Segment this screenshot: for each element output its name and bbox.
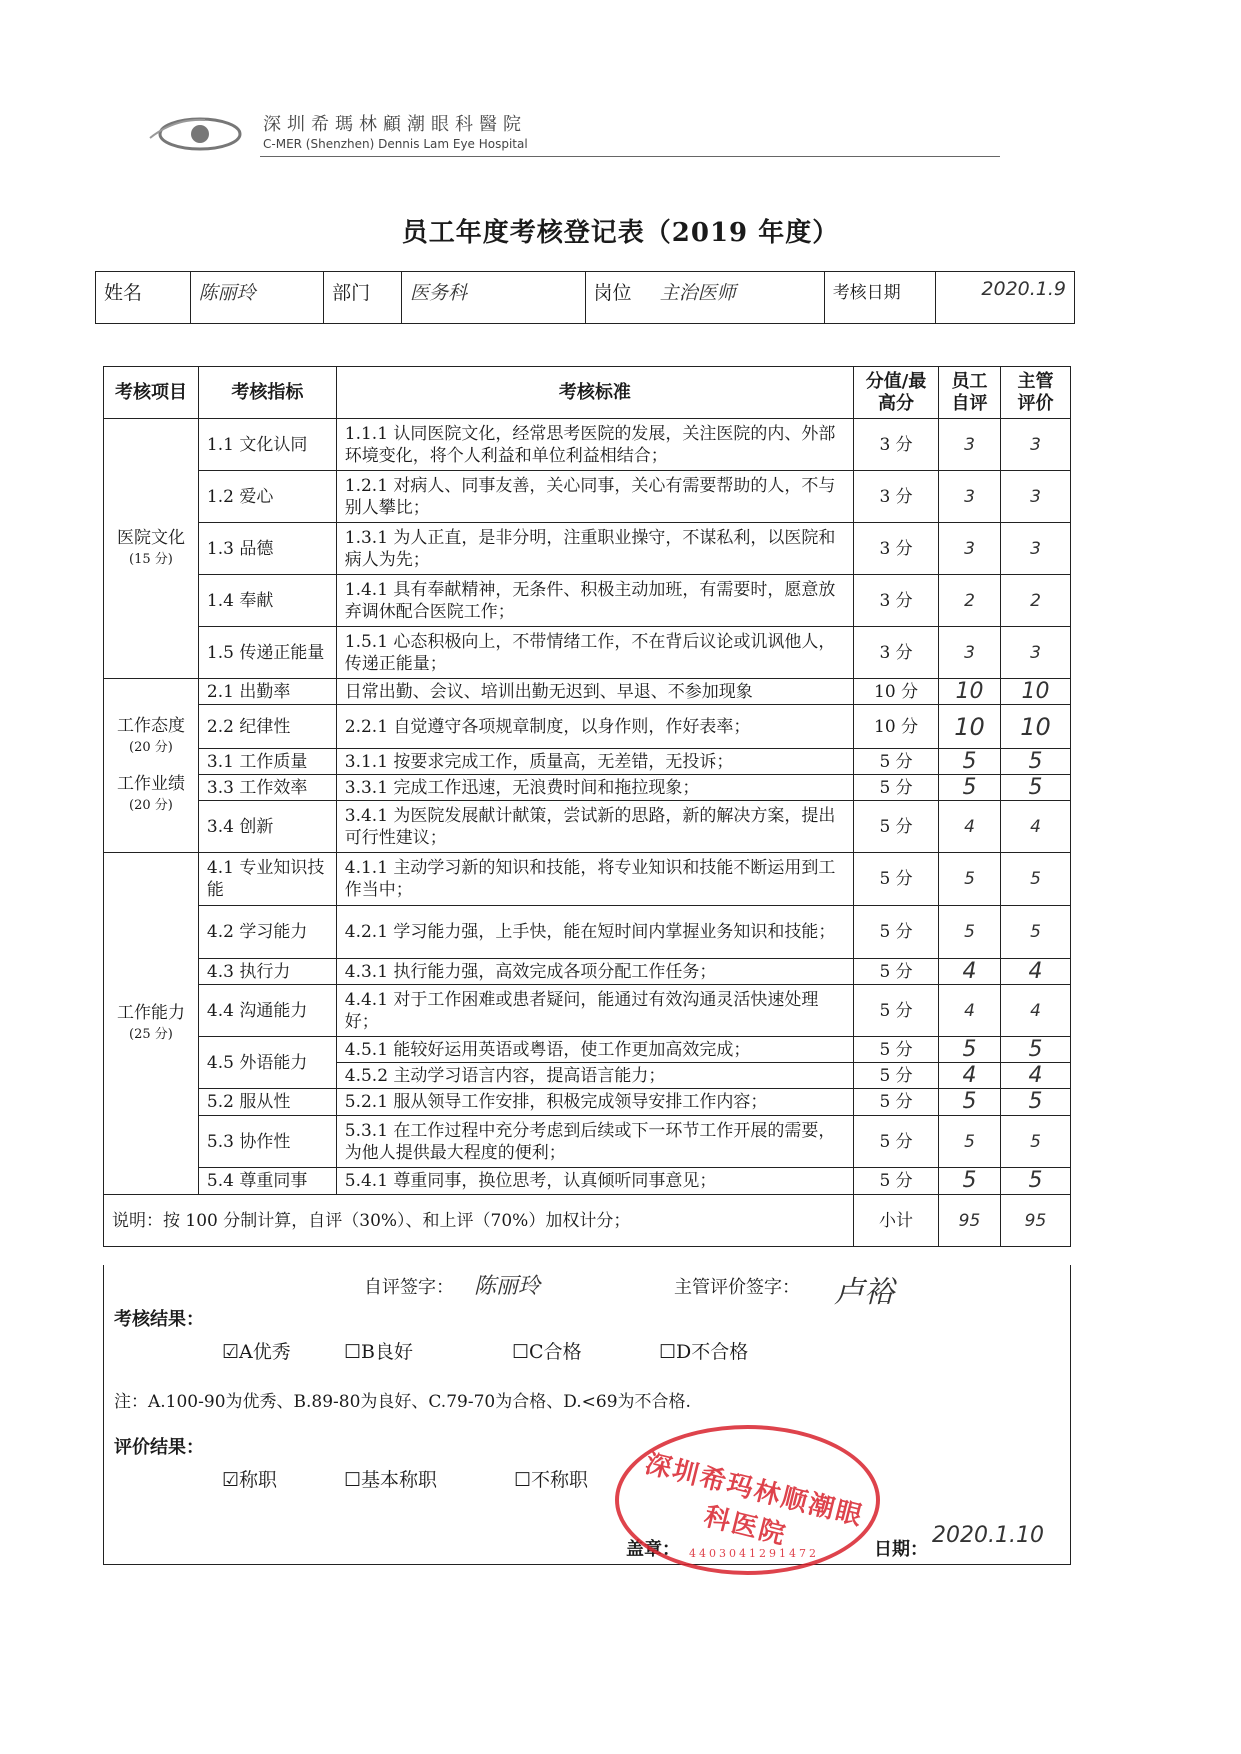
- category-points: (15 分): [129, 551, 173, 567]
- option-d[interactable]: ☐D不合格: [659, 1341, 749, 1363]
- score-cell: 5 分: [854, 1168, 939, 1195]
- option-b[interactable]: ☐B良好: [344, 1341, 414, 1363]
- self-score: 4: [939, 801, 1001, 853]
- self-score: 10: [939, 705, 1001, 749]
- name-label: 姓名: [96, 272, 191, 324]
- self-score: 4: [939, 1063, 1001, 1089]
- checked-box-icon: ☑: [222, 1341, 240, 1363]
- mgr-score: 5: [1000, 906, 1070, 959]
- mgr-score: 5: [1000, 749, 1070, 775]
- self-score: 4: [939, 985, 1001, 1037]
- score-cell: 5 分: [854, 749, 939, 775]
- mgr-score: 5: [1000, 1037, 1070, 1063]
- col-score: 分值/最高分: [854, 367, 939, 419]
- dept-label: 部门: [324, 272, 402, 324]
- table-row: [104, 749, 1071, 775]
- table-row: [104, 679, 1071, 705]
- eval-option-incompetent[interactable]: ☐不称职: [514, 1469, 589, 1491]
- indicator-cell: 1.2 爱心: [198, 471, 336, 523]
- col-item: 考核项目: [104, 367, 199, 419]
- mgr-sign-label: 主管评价签字：: [674, 1277, 800, 1298]
- mgr-score: 4: [1000, 1063, 1070, 1089]
- checkbox-icon: ☐: [659, 1341, 677, 1363]
- standard-cell: 2.2.1 自觉遵守各项规章制度，以身作则，作好表率；: [336, 705, 853, 749]
- mgr-score: 3: [1000, 419, 1070, 471]
- table-row: [104, 985, 1071, 1037]
- hospital-name-en: C-MER (Shenzhen) Dennis Lam Eye Hospital: [263, 137, 528, 151]
- post-value: 主治医师: [652, 272, 824, 324]
- eye-logo-icon: [145, 108, 255, 158]
- score-cell: 3 分: [854, 627, 939, 679]
- indicator-cell: 4.3 执行力: [198, 959, 336, 985]
- eval-option-basic[interactable]: ☐基本称职: [344, 1469, 438, 1491]
- score-cell: 5 分: [854, 985, 939, 1037]
- date-label: 考核日期: [824, 272, 935, 324]
- category-culture: [104, 419, 199, 679]
- table-row: [104, 853, 1071, 906]
- hospital-header: [145, 108, 1005, 158]
- mgr-score: 5: [1000, 1168, 1070, 1195]
- table-row: [104, 1116, 1071, 1168]
- table-row: [104, 471, 1071, 523]
- self-score: 5: [939, 1089, 1001, 1116]
- self-signature: 陈丽玲: [474, 1274, 541, 1299]
- indicator-cell: 4.2 学习能力: [198, 906, 336, 959]
- standard-cell: 4.1.1 主动学习新的知识和技能，将专业知识和技能不断运用到工作当中；: [336, 853, 853, 906]
- indicator-cell: 4.5 外语能力: [198, 1037, 336, 1089]
- checkbox-icon: ☐: [514, 1469, 532, 1491]
- self-score: 3: [939, 419, 1001, 471]
- checked-box-icon: ☑: [222, 1469, 240, 1491]
- checkbox-icon: ☐: [344, 1469, 362, 1491]
- evaluation-label: 评价结果：: [114, 1437, 204, 1458]
- indicator-cell: 1.1 文化认同: [198, 419, 336, 471]
- indicator-cell: 1.3 品德: [198, 523, 336, 575]
- score-cell: 5 分: [854, 801, 939, 853]
- score-cell: 3 分: [854, 471, 939, 523]
- seal-text: 深圳希玛林顺潮眼科医院: [642, 1448, 867, 1552]
- date-footer-value: 2020.1.10: [932, 1523, 1044, 1548]
- seal-label: 盖章：: [626, 1539, 680, 1560]
- category-ability: [104, 853, 199, 1195]
- standard-cell: 4.3.1 执行能力强，高效完成各项分配工作任务；: [336, 959, 853, 985]
- indicator-cell: 5.4 尊重同事: [198, 1168, 336, 1195]
- self-score: 3: [939, 523, 1001, 575]
- mgr-score: 5: [1000, 1089, 1070, 1116]
- indicator-cell: 5.2 服从性: [198, 1089, 336, 1116]
- standard-cell: 5.4.1 尊重同事，换位思考，认真倾听同事意见；: [336, 1168, 853, 1195]
- checkbox-icon: ☐: [344, 1341, 362, 1363]
- score-cell: 5 分: [854, 1116, 939, 1168]
- score-cell: 5 分: [854, 853, 939, 906]
- standard-cell: 4.4.1 对于工作困难或患者疑问，能通过有效沟通灵活快速处理好；: [336, 985, 853, 1037]
- col-mgr: 主管评价: [1000, 367, 1070, 419]
- hospital-name-cn: 深圳希瑪林顧潮眼科醫院: [263, 114, 527, 135]
- self-score: 2: [939, 575, 1001, 627]
- score-cell: 5 分: [854, 1089, 939, 1116]
- score-cell: 3 分: [854, 419, 939, 471]
- indicator-cell: 2.1 出勤率: [198, 679, 336, 705]
- mgr-score: 10: [1000, 679, 1070, 705]
- employee-info-table: [95, 271, 1075, 324]
- table-row: [104, 1168, 1071, 1195]
- indicator-cell: 4.1 专业知识技能: [198, 853, 336, 906]
- self-score: 5: [939, 1037, 1001, 1063]
- scoring-note: 说明：按 100 分制计算，自评（30%）、和上评（70%）加权计分；: [104, 1195, 854, 1247]
- mgr-score: 4: [1000, 959, 1070, 985]
- post-label: 岗位: [585, 272, 652, 324]
- indicator-cell: 3.3 工作效率: [198, 775, 336, 801]
- option-c[interactable]: ☐C合格: [512, 1341, 582, 1363]
- standard-cell: 1.4.1 具有奉献精神，无条件、积极主动加班，有需要时，愿意放弃调休配合医院工作；: [336, 575, 853, 627]
- indicator-cell: 1.4 奉献: [198, 575, 336, 627]
- official-seal: [615, 1425, 880, 1575]
- standard-cell: 3.3.1 完成工作迅速，无浪费时间和拖拉现象；: [336, 775, 853, 801]
- category-points: (20 分): [129, 739, 173, 755]
- date-value: 2020.1.9: [935, 272, 1074, 324]
- mgr-signature: 卢裕: [834, 1275, 894, 1310]
- indicator-cell: 3.1 工作质量: [198, 749, 336, 775]
- table-row: [104, 959, 1071, 985]
- mgr-score: 2: [1000, 575, 1070, 627]
- mgr-score: 4: [1000, 801, 1070, 853]
- standard-cell: 1.1.1 认同医院文化，经常思考医院的发展，关注医院的内、外部环境变化，将个人利益和单位利益相结合；: [336, 419, 853, 471]
- page-title: 员工年度考核登记表（2019 年度）: [401, 218, 840, 248]
- table-row: [104, 627, 1071, 679]
- table-row: [104, 1037, 1071, 1063]
- col-standard: 考核标准: [336, 367, 853, 419]
- category-label: 工作态度: [116, 715, 185, 736]
- standard-cell: 1.5.1 心态积极向上，不带情绪工作，不在背后议论或讥讽他人，传递正能量；: [336, 627, 853, 679]
- score-cell: 10 分: [854, 705, 939, 749]
- indicator-cell: 1.5 传递正能量: [198, 627, 336, 679]
- subtotal-label: 小计: [854, 1195, 939, 1247]
- mgr-score: 5: [1000, 1116, 1070, 1168]
- standard-cell: 3.1.1 按要求完成工作，质量高，无差错，无投诉；: [336, 749, 853, 775]
- standard-cell: 4.5.1 能较好运用英语或粤语，使工作更加高效完成；: [336, 1037, 853, 1063]
- date-footer-label: 日期：: [874, 1539, 928, 1560]
- indicator-cell: 3.4 创新: [198, 801, 336, 853]
- category-label: 工作能力: [116, 1002, 185, 1023]
- score-cell: 10 分: [854, 679, 939, 705]
- standard-cell: 1.2.1 对病人、同事友善，关心同事，关心有需要帮助的人，不与别人攀比；: [336, 471, 853, 523]
- result-label: 考核结果：: [114, 1309, 204, 1330]
- table-row: [104, 705, 1071, 749]
- indicator-cell: 4.4 沟通能力: [198, 985, 336, 1037]
- eval-option-competent[interactable]: ☑称职: [222, 1469, 278, 1491]
- result-block: [103, 1265, 1071, 1565]
- grading-note: 注：A.100-90为优秀、B.89-80为良好、C.79-70为合格、D.<69为不合格.: [114, 1392, 691, 1412]
- self-score: 3: [939, 471, 1001, 523]
- mgr-score: 5: [1000, 853, 1070, 906]
- mgr-score: 4: [1000, 985, 1070, 1037]
- checkbox-icon: ☐: [512, 1341, 530, 1363]
- dept-value: 医务科: [401, 272, 585, 324]
- header-divider: [260, 156, 1000, 157]
- summary-row: [104, 1195, 1071, 1247]
- standard-cell: 3.4.1 为医院发展献计献策，尝试新的思路，新的解决方案，提出可行性建议；: [336, 801, 853, 853]
- col-self: 员工自评: [939, 367, 1001, 419]
- option-a[interactable]: ☑A优秀: [222, 1341, 291, 1363]
- self-score: 5: [939, 1116, 1001, 1168]
- self-sign-label: 自评签字：: [364, 1277, 454, 1298]
- seal-number: 4403041291472: [689, 1547, 819, 1560]
- table-row: [104, 419, 1071, 471]
- standard-cell: 4.2.1 学习能力强，上手快，能在短时间内掌握业务知识和技能；: [336, 906, 853, 959]
- score-cell: 3 分: [854, 575, 939, 627]
- mgr-score: 3: [1000, 627, 1070, 679]
- score-cell: 5 分: [854, 775, 939, 801]
- self-score: 3: [939, 627, 1001, 679]
- score-cell: 5 分: [854, 1037, 939, 1063]
- self-score: 5: [939, 906, 1001, 959]
- table-row: [104, 801, 1071, 853]
- col-indicator: 考核指标: [198, 367, 336, 419]
- self-score: 10: [939, 679, 1001, 705]
- category-label: 工作业绩: [116, 773, 185, 794]
- table-row: [104, 523, 1071, 575]
- standard-cell: 5.2.1 服从领导工作安排，积极完成领导安排工作内容；: [336, 1089, 853, 1116]
- table-header-row: [104, 367, 1071, 419]
- self-total: 95: [939, 1195, 1001, 1247]
- category-label: 医院文化: [116, 527, 185, 548]
- mgr-score: 10: [1000, 705, 1070, 749]
- mgr-total: 95: [1000, 1195, 1070, 1247]
- standard-cell: 1.3.1 为人正直，是非分明，注重职业操守，不谋私利，以医院和病人为先；: [336, 523, 853, 575]
- name-value: 陈丽玲: [190, 272, 324, 324]
- self-score: 5: [939, 749, 1001, 775]
- category-spacer: [112, 759, 190, 773]
- score-cell: 5 分: [854, 906, 939, 959]
- standard-cell: 4.5.2 主动学习语言内容，提高语言能力；: [336, 1063, 853, 1089]
- indicator-cell: 2.2 纪律性: [198, 705, 336, 749]
- table-row: [104, 575, 1071, 627]
- score-cell: 3 分: [854, 523, 939, 575]
- assessment-table: [103, 366, 1071, 1247]
- category-points: (25 分): [129, 1026, 173, 1042]
- mgr-score: 3: [1000, 523, 1070, 575]
- standard-cell: 日常出勤、会议、培训出勤无迟到、早退、不参加现象: [336, 679, 853, 705]
- table-row: [104, 1089, 1071, 1116]
- standard-cell: 5.3.1 在工作过程中充分考虑到后续或下一环节工作开展的需要，为他人提供最大程度的便利；: [336, 1116, 853, 1168]
- self-score: 5: [939, 853, 1001, 906]
- score-cell: 5 分: [854, 959, 939, 985]
- mgr-score: 5: [1000, 775, 1070, 801]
- mgr-score: 3: [1000, 471, 1070, 523]
- category-points: (20 分): [129, 797, 173, 813]
- self-score: 5: [939, 775, 1001, 801]
- self-score: 4: [939, 959, 1001, 985]
- score-cell: 5 分: [854, 1063, 939, 1089]
- self-score: 5: [939, 1168, 1001, 1195]
- indicator-cell: 5.3 协作性: [198, 1116, 336, 1168]
- table-row: [104, 775, 1071, 801]
- table-row: [104, 906, 1071, 959]
- category-attitude-performance: [104, 679, 199, 853]
